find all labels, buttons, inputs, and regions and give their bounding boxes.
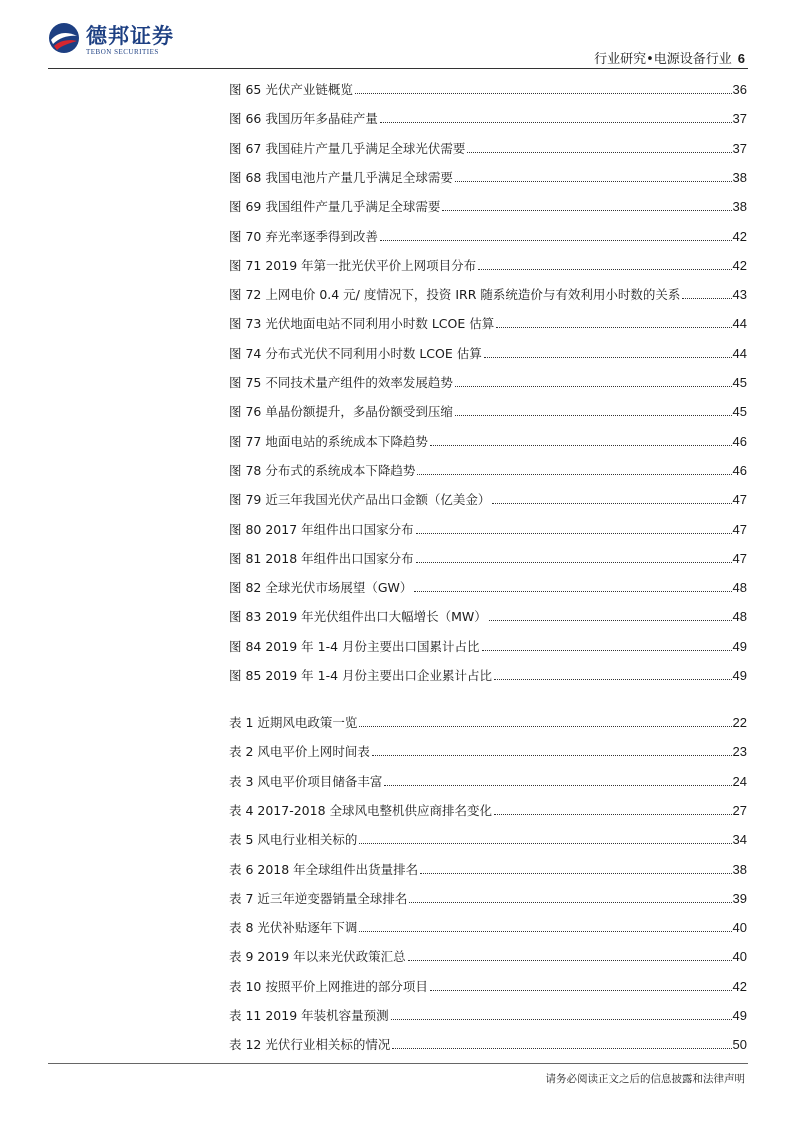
toc-dot-leader (416, 533, 732, 534)
toc-table-entry[interactable] (229, 1031, 747, 1053)
toc-dot-leader (380, 240, 732, 241)
toc-dot-leader (467, 152, 731, 153)
toc-dot-leader (430, 445, 732, 446)
toc-table-entry[interactable] (229, 709, 747, 731)
toc-entry-page: 48 (732, 609, 747, 625)
toc-entry-page: 38 (732, 861, 747, 877)
header-divider (48, 68, 748, 69)
toc-entry-label: 图 76 单晶份额提升，多晶份额受到压缩 (229, 404, 453, 420)
toc-figure-entry[interactable] (229, 428, 747, 450)
toc-entry-page: 37 (732, 111, 747, 127)
toc-entry-label: 图 75 不同技术量产组件的效率发展趋势 (229, 375, 453, 390)
toc-figure-entry[interactable] (229, 369, 747, 391)
toc-entry-page: 46 (732, 462, 747, 478)
toc-entry-label: 图 85 2019 年 1-4 月份主要出口企业累计占比 (229, 668, 493, 683)
toc-figure-entry[interactable] (229, 193, 747, 215)
logo-chinese-name: 德邦证券 (86, 24, 174, 48)
toc-entry-label: 图 68 我国电池片产量几乎满足全球需要 (229, 169, 453, 185)
toc-entry-page: 42 (732, 228, 747, 244)
toc-dot-leader (489, 620, 732, 621)
toc-dot-leader (682, 298, 731, 299)
toc-entry-label: 图 79 近三年我国光伏产品出口金额（亿美金） (229, 492, 491, 508)
toc-table-entry[interactable] (229, 885, 747, 907)
tebon-logo-icon (48, 22, 80, 54)
toc-entry-page: 40 (732, 920, 747, 936)
toc-dot-leader (494, 679, 732, 680)
toc-dot-leader (372, 755, 732, 756)
header-category (594, 48, 745, 67)
toc-entry-label: 图 66 我国历年多晶硅产量 (229, 111, 378, 127)
toc-dot-leader (455, 386, 732, 387)
toc-dot-leader (409, 902, 731, 903)
toc-entry-label: 图 72 上网电价 0.4 元/ 度情况下，投资 IRR 随系统造价与有效利用小时数的关系 (229, 287, 681, 303)
toc-entry-page: 45 (732, 375, 747, 390)
toc-dot-leader (442, 210, 731, 211)
toc-entry-label: 表 8 光伏补贴逐年下调 (229, 920, 358, 936)
toc-entry-label: 表 9 2019 年以来光伏政策汇总 (229, 949, 406, 965)
toc-dot-leader (359, 843, 731, 844)
toc-entry-page: 22 (732, 715, 747, 730)
toc-dot-leader (417, 474, 731, 475)
toc-dot-leader (355, 93, 732, 94)
toc-entry-page: 43 (732, 287, 747, 303)
toc-figure-entry[interactable] (229, 105, 747, 127)
toc-entry-page: 48 (732, 580, 747, 596)
toc-figure-entry[interactable] (229, 457, 747, 479)
toc-dot-leader (455, 415, 732, 416)
toc-dot-leader (416, 562, 732, 563)
toc-entry-label: 图 83 2019 年光伏组件出口大幅增长（MW） (229, 609, 487, 625)
toc-entry-label: 图 78 分布式的系统成本下降趋势 (229, 462, 416, 478)
toc-figure-entry[interactable] (229, 633, 747, 655)
footer-disclaimer: 请务必阅读正文之后的信息披露和法律声明 (545, 1073, 745, 1085)
toc-entry-label: 图 82 全球光伏市场展望（GW） (229, 580, 413, 596)
toc-entry-page: 47 (732, 492, 747, 508)
toc-figure-entry[interactable] (229, 223, 747, 245)
toc-table-entry[interactable] (229, 768, 747, 790)
toc-entry-page: 47 (732, 521, 747, 537)
toc-entry-label: 图 71 2019 年第一批光伏平价上网项目分布 (229, 257, 477, 273)
toc-dot-leader (420, 873, 731, 874)
toc-entry-label: 图 74 分布式光伏不同利用小时数 LCOE 估算 (229, 345, 482, 361)
toc-entry-label: 图 84 2019 年 1-4 月份主要出口国累计占比 (229, 638, 480, 654)
toc-entry-page: 49 (732, 638, 747, 654)
toc-figure-entry[interactable] (229, 574, 747, 596)
toc-entry-label: 表 3 风电平价项目储备丰富 (229, 773, 383, 789)
toc-entry-label: 表 10 按照平价上网推进的部分项目 (229, 978, 428, 994)
toc-entry-page: 49 (732, 1008, 747, 1023)
toc-entry-label: 图 69 我国组件产量几乎满足全球需要 (229, 199, 441, 215)
toc-table-entry[interactable] (229, 856, 747, 878)
toc-entry-page: 24 (732, 773, 747, 789)
toc-dot-leader (408, 960, 732, 961)
toc-dot-leader (494, 814, 732, 815)
toc-entry-label: 图 80 2017 年组件出口国家分布 (229, 521, 414, 537)
toc-entry-label: 表 2 风电平价上网时间表 (229, 744, 370, 760)
toc-figure-entry[interactable] (229, 662, 747, 684)
toc-entry-label: 表 4 2017-2018 全球风电整机供应商排名变化 (229, 802, 493, 818)
toc-dot-leader (455, 181, 732, 182)
toc-entry-label: 图 67 我国硅片产量几乎满足全球光伏需要 (229, 140, 466, 156)
toc-figure-entry[interactable] (229, 135, 747, 157)
toc-entry-label: 图 73 光伏地面电站不同利用小时数 LCOE 估算 (229, 316, 495, 332)
toc-dot-leader (492, 503, 731, 504)
toc-entry-page: 36 (732, 82, 747, 97)
toc-table-entry[interactable] (229, 973, 747, 995)
toc-entry-label: 表 11 2019 年装机容量预测 (229, 1008, 389, 1023)
page-number: 6 (737, 51, 745, 66)
toc-dot-leader (414, 591, 731, 592)
toc-entry-page: 50 (732, 1037, 747, 1053)
toc-dot-leader (380, 122, 732, 123)
toc-entry-page: 27 (732, 802, 747, 818)
toc-entry-page: 49 (732, 668, 747, 683)
toc-dot-leader (391, 1019, 732, 1020)
toc-entry-page: 38 (732, 199, 747, 215)
toc-figure-entry[interactable] (229, 398, 747, 420)
toc-entry-label: 图 70 弃光率逐季得到改善 (229, 228, 378, 244)
tebon-logo (48, 20, 178, 60)
toc-figure-entry[interactable] (229, 164, 747, 186)
toc-entry-page: 47 (732, 550, 747, 566)
toc-table-entry[interactable] (229, 797, 747, 819)
toc-entry-page: 40 (732, 949, 747, 965)
toc-entry-label: 表 12 光伏行业相关标的情况 (229, 1037, 391, 1053)
toc-table-entry[interactable] (229, 914, 747, 936)
toc-entry-page: 45 (732, 404, 747, 420)
toc-entry-page: 44 (732, 345, 747, 361)
toc-table-entry[interactable] (229, 826, 747, 848)
toc-dot-leader (384, 785, 731, 786)
toc-entry-page: 34 (732, 832, 747, 848)
toc-figure-entry[interactable] (229, 603, 747, 625)
toc-dot-leader (482, 650, 732, 651)
toc-figure-entry[interactable] (229, 76, 747, 98)
toc-entry-page: 37 (732, 140, 747, 156)
toc-figure-entry[interactable] (229, 545, 747, 567)
toc-entry-label: 表 1 近期风电政策一览 (229, 715, 358, 730)
toc-dot-leader (392, 1048, 731, 1049)
toc-entry-label: 表 6 2018 年全球组件出货量排名 (229, 861, 419, 877)
toc-figure-entry[interactable] (229, 340, 747, 362)
toc-entry-page: 38 (732, 169, 747, 185)
report-category: 行业研究•电源设备行业 (594, 52, 732, 67)
toc-entry-label: 图 65 光伏产业链概览 (229, 82, 353, 97)
toc-entry-label: 表 7 近三年逆变器销量全球排名 (229, 890, 408, 906)
toc-figure-entry[interactable] (229, 486, 747, 508)
toc-entry-page: 42 (732, 257, 747, 273)
toc-entry-page: 42 (732, 978, 747, 994)
toc-entry-label: 表 5 风电行业相关标的 (229, 832, 358, 848)
toc-entry-page: 44 (732, 316, 747, 332)
toc-figure-entry[interactable] (229, 310, 747, 332)
toc-dot-leader (359, 726, 731, 727)
toc-dot-leader (359, 931, 731, 932)
toc-entry-page: 46 (732, 433, 747, 449)
logo-english-name: TEBON SECURITIES (86, 48, 159, 56)
toc-dot-leader (430, 990, 732, 991)
toc-entry-label: 图 77 地面电站的系统成本下降趋势 (229, 433, 428, 449)
toc-dot-leader (496, 327, 731, 328)
toc-entry-page: 23 (732, 744, 747, 760)
toc-dot-leader (478, 269, 731, 270)
toc-figure-entry[interactable] (229, 281, 747, 303)
toc-entry-page: 39 (732, 890, 747, 906)
toc-table-entry[interactable] (229, 738, 747, 760)
footer-divider (48, 1063, 748, 1064)
toc-table-entry[interactable] (229, 1002, 747, 1024)
toc-figure-entry[interactable] (229, 516, 747, 538)
toc-figure-entry[interactable] (229, 252, 747, 274)
toc-table-entry[interactable] (229, 943, 747, 965)
toc-entry-label: 图 81 2018 年组件出口国家分布 (229, 550, 414, 566)
toc-dot-leader (484, 357, 732, 358)
page-header (0, 0, 793, 70)
